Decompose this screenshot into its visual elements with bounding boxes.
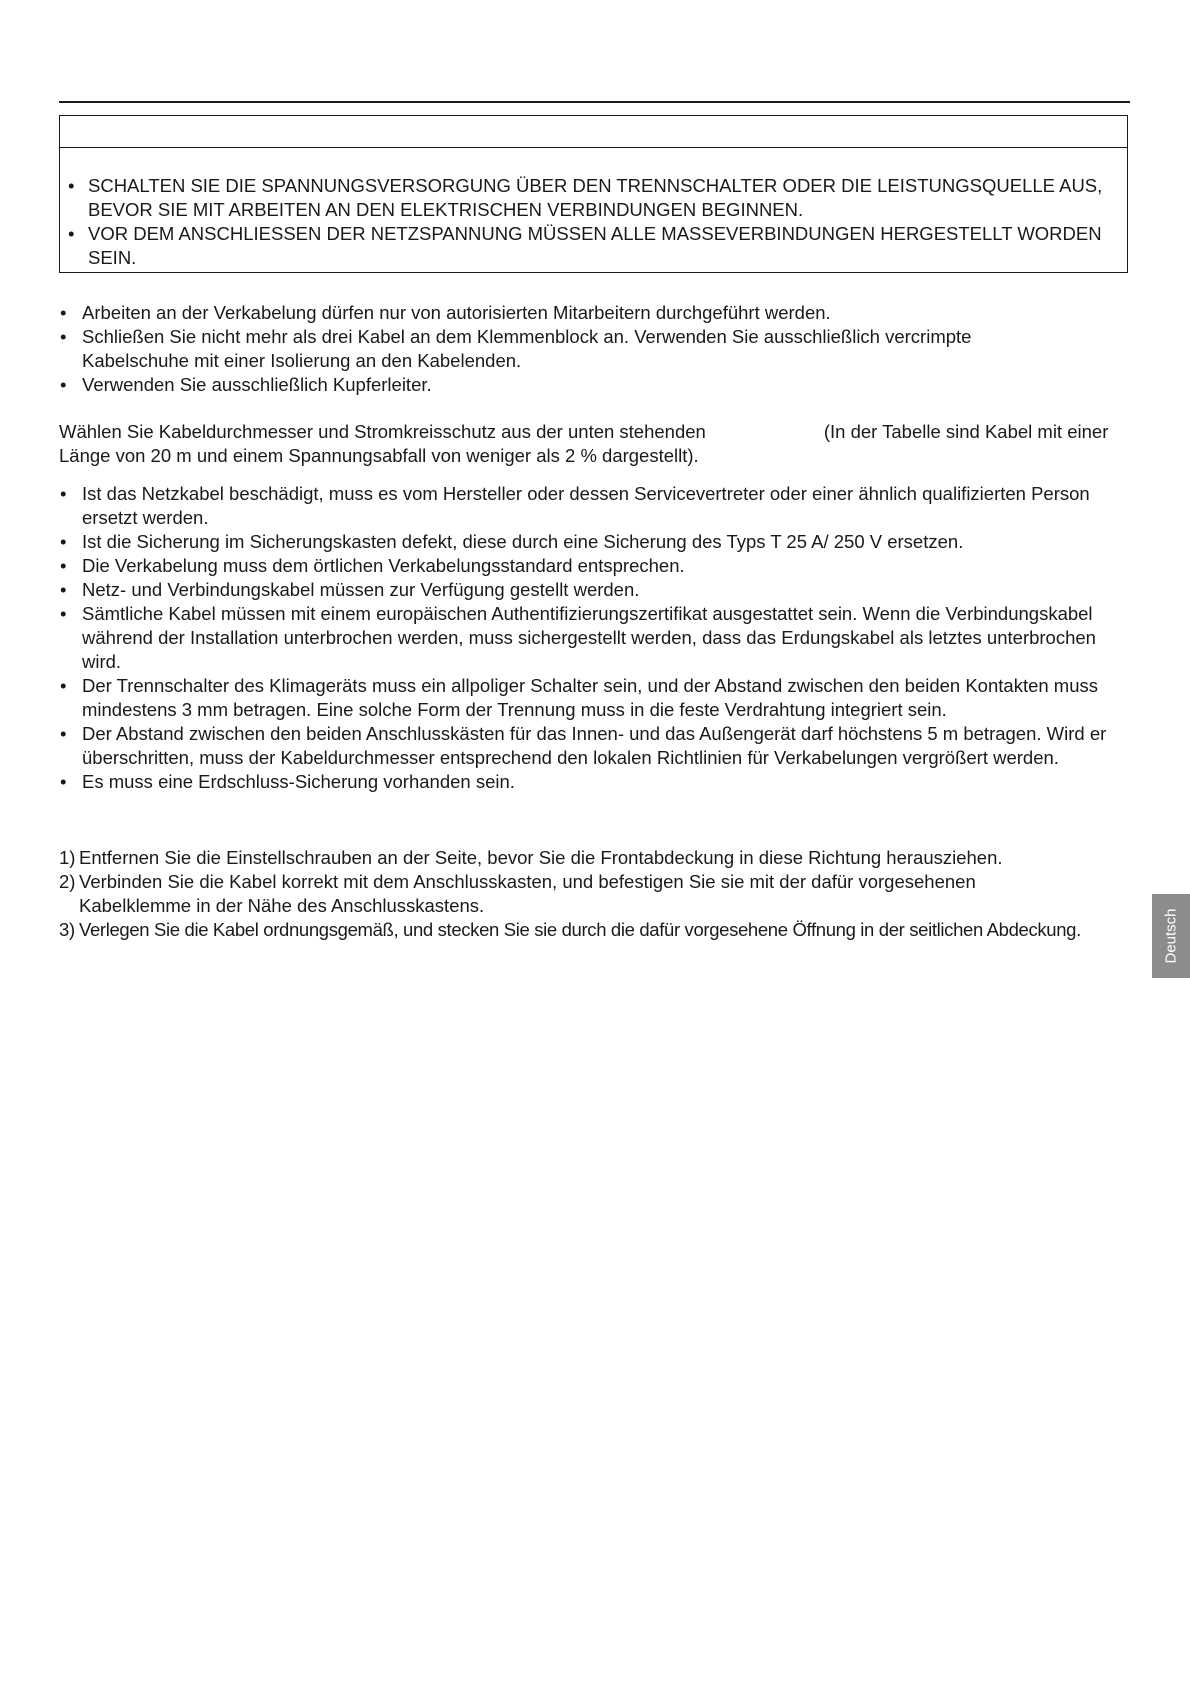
bullet-icon: • [60, 771, 67, 792]
warning-item: • VOR DEM ANSCHLIESSEN DER NETZSPANNUNG MÜSSEN ALLE MASSEVERBINDUNGEN HERGESTELLT WORDEN SEIN. [68, 223, 1102, 268]
bullet-icon: • [60, 302, 67, 323]
warning-list [60, 174, 1128, 270]
list-item: • Ist die Sicherung im Sicherungskasten defekt, diese durch eine Sicherung des Typs T 25 A/ 250 V ersetzen. [60, 531, 964, 552]
step-item: 1) Entfernen Sie die Einstellschrauben an der Seite, bevor Sie die Frontabdeckung in diese Richtung herausziehen. [59, 847, 1003, 868]
list-item: • Arbeiten an der Verkabelung dürfen nur von autorisierten Mitarbeitern durchgeführt werden. [60, 302, 831, 323]
bullet-icon: • [68, 175, 75, 196]
warning-box [59, 115, 1128, 273]
bullet-icon: • [60, 723, 67, 744]
list-item: • Verwenden Sie ausschließlich Kupferleiter. [60, 374, 432, 395]
top-rule [59, 101, 1130, 103]
step-item: 3) Verlegen Sie die Kabel ordnungsgemäß, und stecken Sie sie durch die dafür vorgesehene Öffnung in der seitlichen Abdeckung. [59, 919, 1081, 940]
bullet-icon: • [60, 483, 67, 504]
bullet-icon: • [60, 555, 67, 576]
bullet-icon: • [60, 374, 67, 395]
bullet-icon: • [60, 603, 67, 624]
installation-steps [59, 846, 1130, 942]
list-item: • Schließen Sie nicht mehr als drei Kabel an dem Klemmenblock an. Verwenden Sie ausschließlich vercrimpte Kabelschuhe mit einer Isolierung an den Kabelenden. [60, 326, 972, 371]
list-item: • Sämtliche Kabel müssen mit einem europäischen Authentifizierungszertifikat ausgestattet sein. Wenn die Verbindungskabel während der Installation unterbrochen werden, muss sichergestellt werden, dass das Erdungskabel als letztes unterbrochen wird. [60, 603, 1096, 672]
bullet-icon: • [60, 531, 67, 552]
warning-item: • SCHALTEN SIE DIE SPANNUNGSVERSORGUNG ÜBER DEN TRENNSCHALTER ODER DIE LEISTUNGSQUELLE AUS, BEVOR SIE MIT ARBEITEN AN DEN ELEKTRISCHEN VERBINDUNGEN BEGINNEN. [68, 175, 1103, 220]
bullet-icon: • [68, 223, 75, 244]
warning-title-bar [60, 116, 1127, 148]
list-item: • Die Verkabelung muss dem örtlichen Verkabelungsstandard entsprechen. [60, 555, 685, 576]
bullet-icon: • [60, 326, 67, 347]
list-item: • Ist das Netzkabel beschädigt, muss es vom Hersteller oder dessen Servicevertreter oder einer ähnlich qualifizierten Person ersetzt werden. [60, 483, 1090, 528]
bullet-icon: • [60, 579, 67, 600]
list-item: • Es muss eine Erdschluss-Sicherung vorhanden sein. [60, 771, 515, 792]
list-item: • Der Trennschalter des Klimageräts muss ein allpoliger Schalter sein, und der Abstand zwischen den beiden Kontakten muss mindestens 3 mm betragen. Eine solche Form der Trennung muss in die feste Verdrahtung integriert sein. [60, 675, 1099, 720]
language-tab: Deutsch [1152, 894, 1190, 978]
requirements-list [59, 482, 1130, 794]
list-item: • Der Abstand zwischen den beiden Anschlusskästen für das Innen- und das Außengerät darf höchstens 5 m betragen. Wird er überschritten, muss der Kabeldurchmesser entsprechend den lokalen Richtlinien für Verkabelungen vergrößert werden. [60, 723, 1107, 768]
general-list [59, 301, 1130, 397]
list-item: • Netz- und Verbindungskabel müssen zur Verfügung gestellt werden. [60, 579, 640, 600]
cable-paragraph: Wählen Sie Kabeldurchmesser und Stromkreisschutz aus der unten stehenden (In der Tabelle sind Kabel mit einer Länge von 20 m und einem Spannungsabfall von weniger als 2 % dargestellt). [59, 421, 1109, 466]
step-item: 2) Verbinden Sie die Kabel korrekt mit dem Anschlusskasten, und befestigen Sie sie mit der dafür vorgesehenen Kabelklemme in der Nähe des Anschlusskastens. [59, 871, 976, 916]
bullet-icon: • [60, 675, 67, 696]
